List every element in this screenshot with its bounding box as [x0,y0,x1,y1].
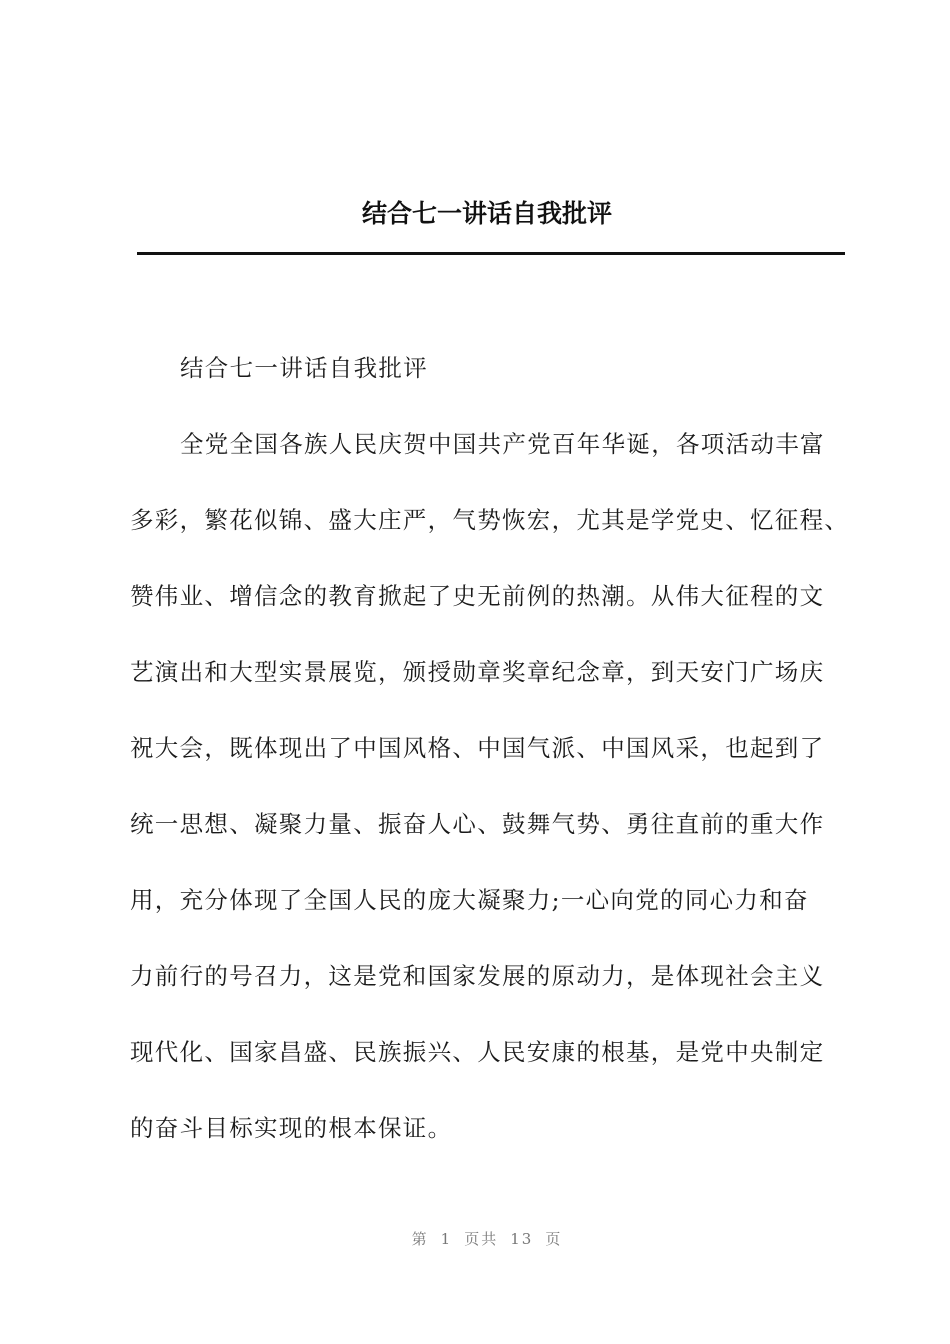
paragraph-line-1: 全党全国各族人民庆贺中国共产党百年华诞，各项活动丰富 [180,430,825,458]
paragraph-line-8: 力前行的号召力，这是党和国家发展的原动力，是体现社会主义 [130,962,825,990]
paragraph-line-9: 现代化、国家昌盛、民族振兴、人民安康的根基，是党中央制定 [130,1038,825,1066]
paragraph-line-10: 的奋斗目标实现的根本保证。 [130,1114,453,1142]
page-title: 结合七一讲话自我批评 [361,199,612,228]
title-divider [137,252,845,255]
page-footer [0,1228,950,1249]
footer-middle: 页共 [464,1230,499,1248]
footer-page-number: 1 [440,1230,453,1248]
document-body [130,346,866,1182]
paragraph-line-7: 用，充分体现了全国人民的庞大凝聚力;一心向党的同心力和奋 [130,886,809,914]
footer-total-pages: 13 [510,1230,534,1248]
paragraph-line-5: 祝大会，既体现出了中国风格、中国气派、中国风采，也起到了 [130,734,825,762]
paragraph-line-2: 多彩，繁花似锦、盛大庄严，气势恢宏，尤其是学党史、忆征程、 [130,506,850,534]
body-subtitle: 结合七一讲话自我批评 [180,354,428,382]
paragraph-line-3: 赞伟业、增信念的教育掀起了史无前例的热潮。从伟大征程的文 [130,582,825,610]
footer-suffix: 页 [545,1230,563,1248]
footer-prefix: 第 [411,1230,429,1248]
paragraph-line-6: 统一思想、凝聚力量、振奋人心、鼓舞气势、勇往直前的重大作 [130,810,825,838]
paragraph-line-4: 艺演出和大型实景展览，颁授勋章奖章纪念章，到天安门广场庆 [130,658,825,686]
